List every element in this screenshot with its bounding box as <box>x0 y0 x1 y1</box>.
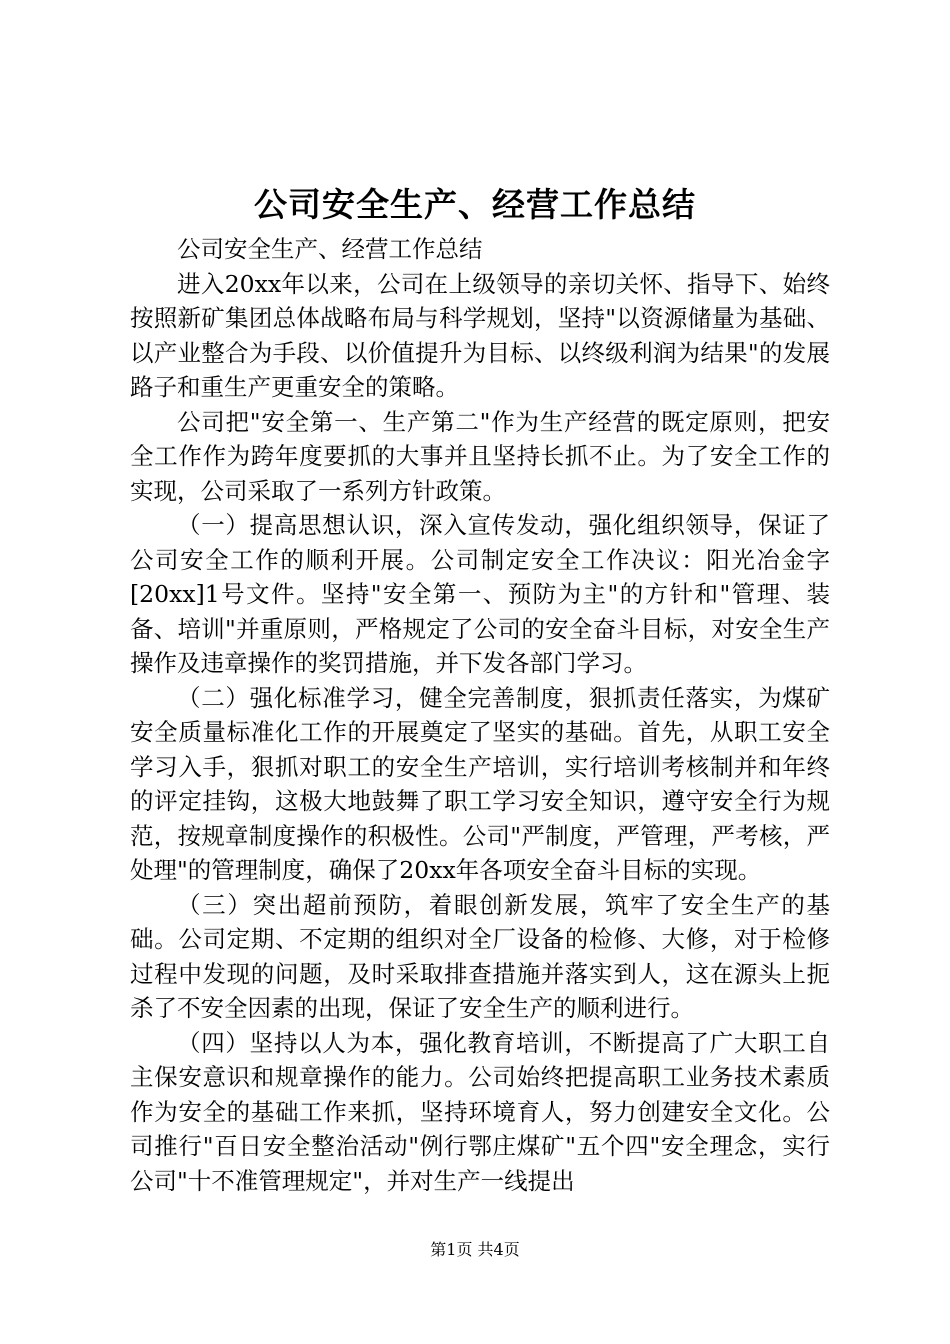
paragraph-section-2: （二）强化标准学习，健全完善制度，狠抓责任落实，为煤矿安全质量标准化工作的开展奠定了坚实的基础。首先，从职工安全学习入手，狠抓对职工的安全生产培训，实行培训考核制并和年终的评定挂钩，这极大地鼓舞了职工学习安全知识，遵守安全行为规范，按规章制度操作的积极性。公司"严制度，严管理，严考核，严处理"的管理制度，确保了20xx年各项安全奋斗目标的实现。 <box>130 683 830 884</box>
document-title: 公司安全生产、经营工作总结 <box>254 185 696 224</box>
paragraph-section-4: （四）坚持以人为本，强化教育培训，不断提高了广大职工自主保安意识和规章操作的能力。公司始终把提高职工业务技术素质作为安全的基础工作来抓，坚持环境育人，努力创建安全文化。公司推行"百日安全整治活动"例行鄂庄煤矿"五个四"安全理念，实行公司"十不准管理规定"，并对生产一线提出 <box>130 1028 830 1195</box>
page-number-footer: 第1页 共4页 <box>430 1240 520 1259</box>
paragraph-section-1: （一）提高思想认识，深入宣传发动，强化组织领导，保证了公司安全工作的顺利开展。公司制定安全工作决议：阳光冶金字[20xx]1号文件。坚持"安全第一、预防为主"的方针和"管理、装备、培训"并重原则，严格规定了公司的安全奋斗目标，对安全生产操作及违章操作的奖罚措施，并下发各部门学习。 <box>130 511 830 677</box>
paragraph-subtitle: 公司安全生产、经营工作总结 <box>177 235 483 263</box>
paragraph-intro: 进入20xx年以来，公司在上级领导的亲切关怀、指导下、始终按照新矿集团总体战略布局与科学规划，坚持"以资源储量为基础、以产业整合为手段、以价值提升为目标、以终级利润为结果"的发展路子和重生产更重安全的策略。 <box>130 269 830 401</box>
paragraph-section-3: （三）突出超前预防，着眼创新发展，筑牢了安全生产的基础。公司定期、不定期的组织对全厂设备的检修、大修，对于检修过程中发现的问题，及时采取排查措施并落实到人，这在源头上扼杀了不安全因素的出现，保证了安全生产的顺利进行。 <box>130 890 830 1022</box>
document-body <box>130 232 830 1198</box>
paragraph-principle: 公司把"安全第一、生产第二"作为生产经营的既定原则，把安全工作作为跨年度要抓的大事并且坚持长抓不止。为了安全工作的实现，公司采取了一系列方针政策。 <box>130 407 830 505</box>
